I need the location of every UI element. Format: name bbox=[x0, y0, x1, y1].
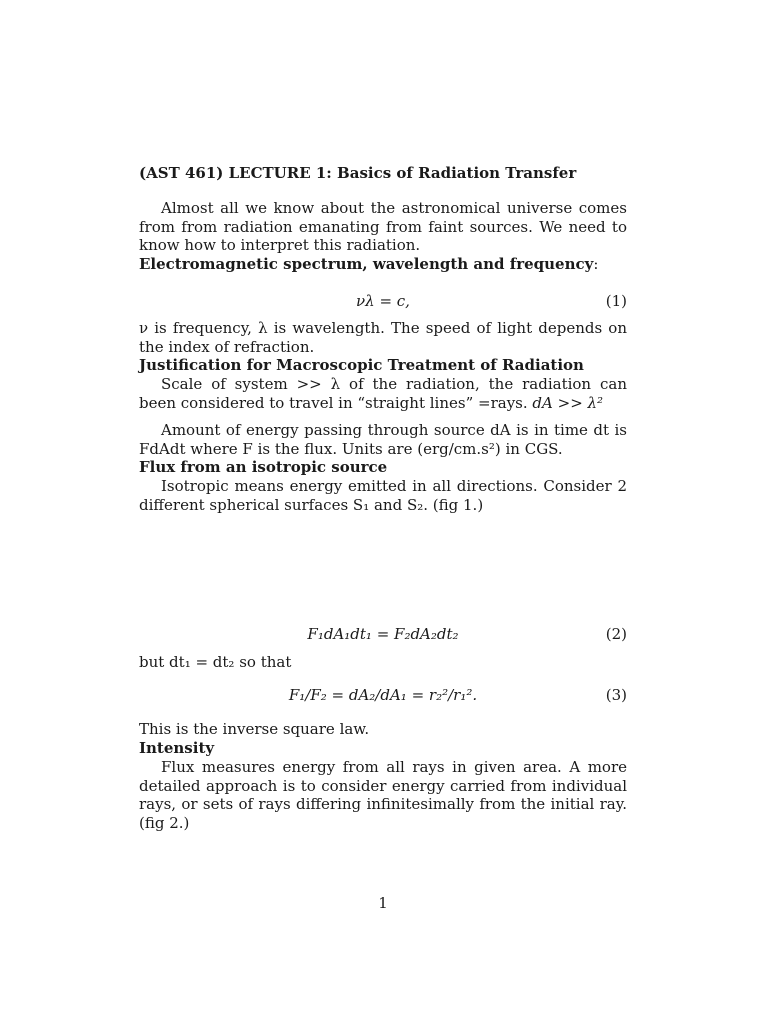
but-line: but dt₁ = dt₂ so that bbox=[139, 653, 292, 671]
em-heading-line bbox=[139, 255, 627, 274]
section-heading-flux: Flux from an isotropic source bbox=[139, 458, 388, 476]
equation-3-body: F₁/F₂ = dA₂/dA₁ = r₂²/r₁². bbox=[288, 686, 478, 704]
paper-page bbox=[139, 0, 627, 1024]
em-explanation: ν is frequency, λ is wavelength. The speed of light depends on the index of refraction. bbox=[139, 319, 627, 356]
equation-1 bbox=[139, 292, 627, 312]
inverse-square-note: This is the inverse square law. bbox=[139, 720, 370, 738]
equation-1-number: (1) bbox=[605, 292, 627, 310]
macro-paragraph-1 bbox=[139, 375, 627, 412]
equation-2-number: (2) bbox=[605, 625, 627, 643]
equation-3 bbox=[139, 686, 627, 706]
intro-paragraph: Almost all we know about the astronomical universe comes from from radiation emanating from faint sources. We need to know how to interpret this radiation. bbox=[139, 199, 627, 254]
flux-paragraph-1: Isotropic means energy emitted in all directions. Consider 2 different spherical surfaces S₁ and S₂. (fig 1.) bbox=[139, 477, 627, 514]
section-heading-macro: Justification for Macroscopic Treatment of Radiation bbox=[139, 356, 584, 374]
macro-paragraph-1-text: Scale of system >> λ of the radiation, the radiation can been considered to travel in “straight lines” =rays. bbox=[139, 375, 627, 412]
equation-3-number: (3) bbox=[605, 686, 627, 704]
heading-colon: : bbox=[593, 255, 599, 273]
lecture-title: (AST 461) LECTURE 1: Basics of Radiation Transfer bbox=[139, 164, 577, 182]
section-heading-em: Electromagnetic spectrum, wavelength and frequency bbox=[139, 255, 594, 273]
equation-2-body: F₁dA₁dt₁ = F₂dA₂dt₂ bbox=[307, 625, 459, 643]
macro-paragraph-1-math: dA >> λ² bbox=[532, 393, 604, 412]
equation-1-body: νλ = c, bbox=[356, 292, 410, 310]
macro-paragraph-2: Amount of energy passing through source dA is in time dt is FdAdt where F is the flux. Units are (erg/cm.s²) in CGS. bbox=[139, 421, 627, 458]
equation-2 bbox=[139, 625, 627, 645]
page-number: 1 bbox=[378, 894, 388, 912]
figure-1-placeholder bbox=[139, 520, 627, 620]
section-heading-intensity: Intensity bbox=[139, 739, 215, 757]
intensity-paragraph-1: Flux measures energy from all rays in given area. A more detailed approach is to consider energy carried from individual rays, or sets of rays differing infinitesimally from the initial ray. (fig 2.) bbox=[139, 758, 627, 832]
